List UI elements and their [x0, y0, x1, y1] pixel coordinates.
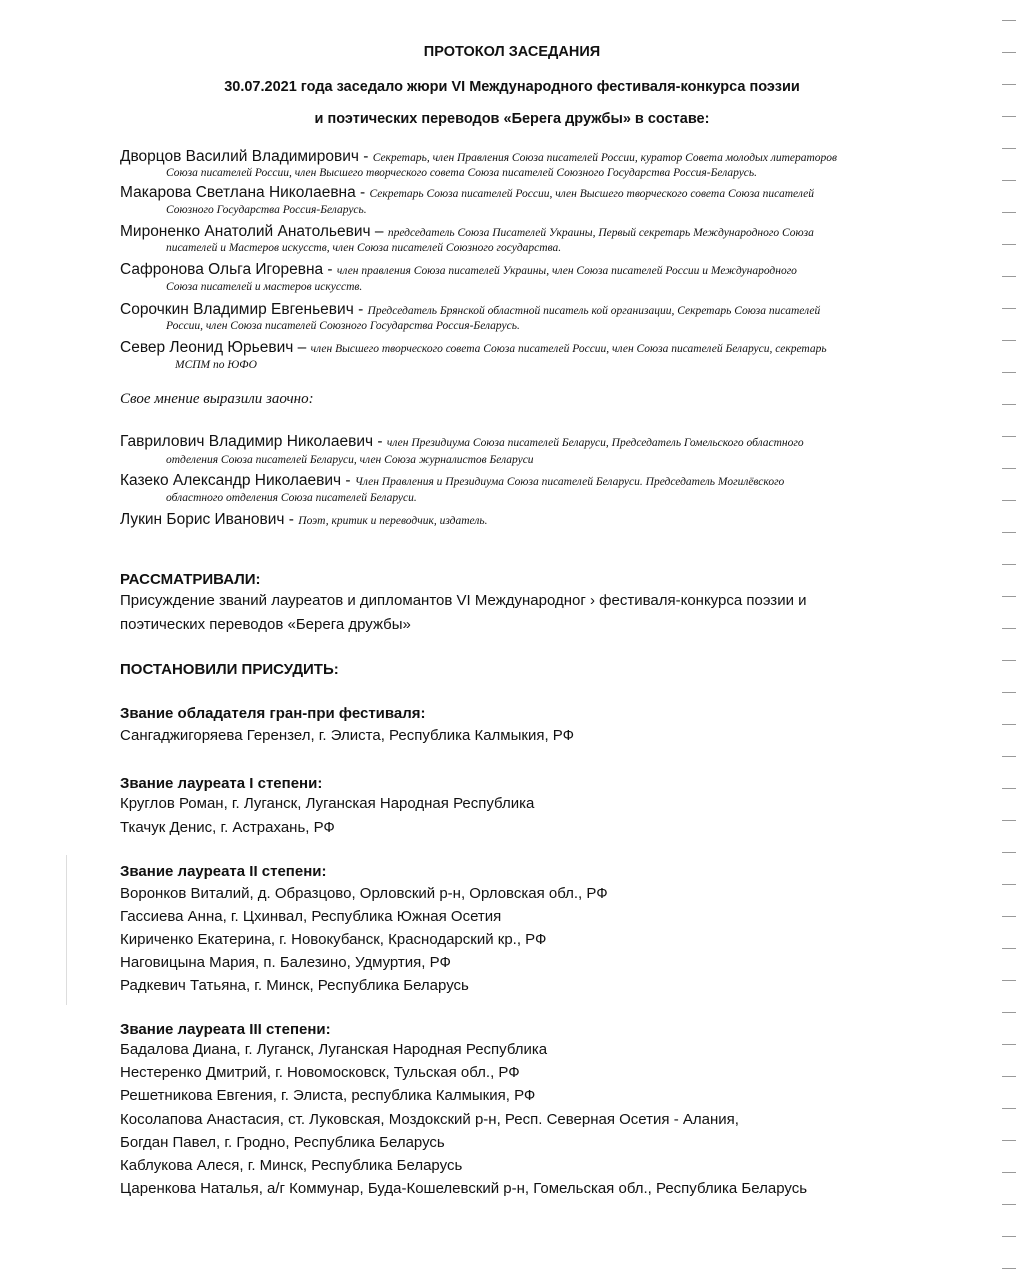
member-name: Лукин Борис Иванович -	[120, 511, 299, 528]
award-recipient: Воронков Виталий, д. Образцово, Орловский р-н, Орловская обл., РФ	[120, 885, 608, 902]
jury-member	[120, 223, 814, 241]
scan-edge-mark	[1002, 660, 1016, 661]
member-name: Сорочкин Владимир Евгеньевич -	[120, 301, 368, 318]
scan-edge-mark	[1002, 756, 1016, 757]
scan-edge-mark	[1002, 1204, 1016, 1205]
scan-edge-mark	[1002, 852, 1016, 853]
scan-edge-mark	[1002, 84, 1016, 85]
award-recipient: Круглов Роман, г. Луганск, Луганская Народная Республика	[120, 795, 535, 812]
jury-member	[120, 433, 804, 451]
award-recipient: Нестеренко Дмитрий, г. Новомосковск, Тульская обл., РФ	[120, 1064, 520, 1081]
jury-member	[120, 301, 820, 319]
scan-edge-mark	[1002, 52, 1016, 53]
scan-edge-mark	[1002, 212, 1016, 213]
scan-edge-mark	[1002, 276, 1016, 277]
scan-edge-mark	[1002, 116, 1016, 117]
scan-edge-mark	[1002, 20, 1016, 21]
document-title: ПРОТОКОЛ ЗАСЕДАНИЯ	[423, 44, 601, 60]
scan-edge-mark	[1002, 1044, 1016, 1045]
member-name: Дворцов Василий Владимирович -	[120, 148, 373, 165]
member-desc: Член Правления и Президиума Союза писателей Беларуси. Председатель Могилёвского	[354, 476, 785, 488]
award-recipient: Ткачук Денис, г. Астрахань, РФ	[120, 819, 335, 836]
scan-edge-mark	[1002, 628, 1016, 629]
jury-member	[120, 148, 837, 166]
scan-edge-mark	[1002, 244, 1016, 245]
member-desc: председатель Союза Писателей Украины, Первый секретарь Международного Союза	[387, 227, 814, 239]
considered-text: поэтических переводов «Берега дружбы»	[120, 616, 411, 633]
scan-edge-mark	[1002, 980, 1016, 981]
award-recipient: Каблукова Алеся, г. Минск, Республика Беларусь	[120, 1157, 463, 1174]
member-desc: Секретарь, член Правления Союза писателей России, куратор Совета молодых литераторов	[372, 152, 838, 164]
scan-edge-mark	[1002, 1236, 1016, 1237]
section-heading: РАССМАТРИВАЛИ:	[120, 571, 261, 588]
section-heading: ПОСТАНОВИЛИ ПРИСУДИТЬ:	[120, 661, 339, 678]
member-desc: член Высшего творческого совета Союза писателей России, член Союза писателей Беларуси, секретарь	[310, 343, 827, 355]
award-recipient: Сангаджигоряева Герензел, г. Элиста, Республика Калмыкия, РФ	[120, 727, 575, 744]
member-name: Гаврилович Владимир Николаевич -	[120, 433, 387, 450]
scan-edge-mark	[1002, 532, 1016, 533]
scan-edge-mark	[1002, 148, 1016, 149]
scan-edge-mark	[1002, 916, 1016, 917]
member-desc: МСПМ по ЮФО	[175, 359, 257, 371]
scan-edge-mark	[1002, 724, 1016, 725]
award-recipient: Косолапова Анастасия, ст. Луковская, Моздокский р-н, Респ. Северная Осетия - Алания,	[120, 1111, 739, 1128]
award-heading: Звание лауреата I степени:	[120, 775, 323, 792]
member-name: Макарова Светлана Николаевна -	[120, 184, 370, 201]
member-desc: писателей и Мастеров искусств, член Союза писателей Союзного государства.	[166, 242, 562, 254]
member-name: Север Леонид Юрьевич –	[120, 339, 311, 356]
considered-text: Присуждение званий лауреатов и дипломантов VI Международног › фестиваля-конкурса поэзии и	[120, 592, 807, 609]
award-recipient: Богдан Павел, г. Гродно, Республика Беларусь	[120, 1134, 445, 1151]
member-desc: член Президиума Союза писателей Беларуси, Председатель Гомельского областного	[386, 437, 804, 449]
scan-edge-mark	[1002, 404, 1016, 405]
jury-member	[120, 261, 797, 279]
remote-label: Свое мнение выразили заочно:	[120, 391, 314, 407]
award-heading: Звание лауреата II степени:	[120, 863, 327, 880]
member-desc: России, член Союза писателей Союзного Государства Россия-Беларусь.	[166, 320, 520, 332]
jury-member	[120, 511, 488, 529]
jury-member	[120, 339, 827, 357]
member-desc: Председатель Брянской областной писатель кой организации, Секретарь Союза писателей	[367, 305, 821, 317]
award-recipient: Решетникова Евгения, г. Элиста, республика Калмыкия, РФ	[120, 1087, 536, 1104]
scan-edge-mark	[1002, 564, 1016, 565]
member-desc: Секретарь Союза писателей России, член Высшего творческого совета Союза писателей	[369, 188, 815, 200]
scan-artifact-line	[66, 855, 67, 1005]
document-subtitle: 30.07.2021 года заседало жюри VI Международного фестиваля-конкурса поэзии	[224, 79, 800, 95]
member-desc: Союзного Государства Россия-Беларусь.	[166, 204, 367, 216]
member-desc: отделения Союза писателей Беларуси, член Союза журналистов Беларуси	[166, 454, 534, 466]
award-recipient: Наговицына Мария, п. Балезино, Удмуртия, РФ	[120, 954, 451, 971]
scan-edge-mark	[1002, 596, 1016, 597]
award-recipient: Бадалова Диана, г. Луганск, Луганская Народная Республика	[120, 1041, 548, 1058]
award-recipient: Царенкова Наталья, а/г Коммунар, Буда-Кошелевский р-н, Гомельская обл., Республика Беларусь	[120, 1180, 808, 1197]
member-desc: член правления Союза писателей Украины, член Союза писателей России и Международного	[336, 265, 797, 277]
scan-edge-mark	[1002, 436, 1016, 437]
scan-edge-mark	[1002, 372, 1016, 373]
award-recipient: Кириченко Екатерина, г. Новокубанск, Краснодарский кр., РФ	[120, 931, 547, 948]
scan-edge-mark	[1002, 340, 1016, 341]
member-desc: Поэт, критик и переводчик, издатель.	[298, 515, 488, 527]
scan-edge-mark	[1002, 948, 1016, 949]
scan-edge-mark	[1002, 788, 1016, 789]
member-name: Мироненко Анатолий Анатольевич –	[120, 223, 388, 240]
scan-edge-mark	[1002, 180, 1016, 181]
scan-edge-mark	[1002, 1076, 1016, 1077]
scan-edge-mark	[1002, 1268, 1016, 1269]
jury-member	[120, 472, 784, 490]
scan-edge-mark	[1002, 308, 1016, 309]
scan-edge-mark	[1002, 1012, 1016, 1013]
scan-edge-mark	[1002, 692, 1016, 693]
scan-edge-mark	[1002, 884, 1016, 885]
member-desc: Союза писателей и мастеров искусств.	[166, 281, 363, 293]
jury-member	[120, 184, 814, 202]
member-name: Сафронова Ольга Игоревна -	[120, 261, 337, 278]
scan-edge-mark	[1002, 468, 1016, 469]
document-subtitle: и поэтических переводов «Берега дружбы» в составе:	[314, 111, 710, 127]
scan-edge-mark	[1002, 1140, 1016, 1141]
member-name: Казеко Александр Николаевич -	[120, 472, 355, 489]
member-desc: областного отделения Союза писателей Беларуси.	[166, 492, 417, 504]
scan-edge-mark	[1002, 1108, 1016, 1109]
scan-edge-mark	[1002, 500, 1016, 501]
scan-edge-mark	[1002, 1172, 1016, 1173]
scan-edge-mark	[1002, 820, 1016, 821]
award-recipient: Гассиева Анна, г. Цхинвал, Республика Южная Осетия	[120, 908, 502, 925]
member-desc: Союза писателей России, член Высшего творческого совета Союза писателей Союзного Государства Россия-Беларусь.	[166, 167, 758, 179]
award-heading: Звание обладателя гран-при фестиваля:	[120, 705, 426, 722]
award-heading: Звание лауреата III степени:	[120, 1021, 331, 1038]
award-recipient: Радкевич Татьяна, г. Минск, Республика Беларусь	[120, 977, 469, 994]
